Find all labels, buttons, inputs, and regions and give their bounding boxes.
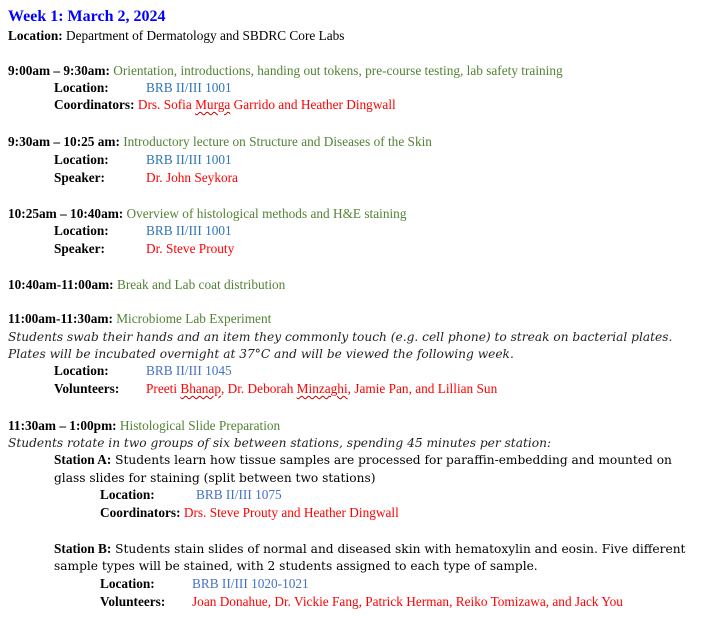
- session-slide-prep: [8, 418, 280, 434]
- session-activity: Orientation, introductions, handing out tokens, pre-course testing, lab safety training: [113, 63, 563, 78]
- session-volunteers: [54, 381, 497, 397]
- coordinators-value: [138, 97, 396, 112]
- location-label: Location:: [54, 363, 109, 378]
- session-time: 9:30am – 10:25 am:: [8, 134, 120, 149]
- station-a-label: Station A:: [54, 452, 112, 467]
- location-label: Location:: [54, 223, 109, 238]
- location-value: BRB II/III 1001: [146, 152, 232, 167]
- session-description: Plates will be incubated overnight at 37°C and will be viewed the following week.: [8, 347, 514, 361]
- misspelled-name: Bhanap: [180, 381, 221, 396]
- session-time: 11:00am-11:30am:: [8, 311, 113, 326]
- station-a-coordinators: [100, 505, 399, 521]
- speaker-value: Dr. John Seykora: [146, 170, 238, 185]
- location-label: Location:: [100, 487, 155, 502]
- session-break: [8, 277, 285, 293]
- station-b-location: [100, 576, 309, 592]
- volunteers-value: [146, 381, 497, 396]
- general-location: [8, 28, 344, 44]
- station-b-volunteers: [100, 594, 623, 610]
- session-activity: Overview of histological methods and H&E staining: [126, 206, 407, 221]
- session-intro-lecture: [8, 134, 432, 150]
- location-value: BRB II/III 1001: [146, 80, 232, 95]
- session-activity: Microbiome Lab Experiment: [116, 311, 272, 326]
- session-coordinators: [54, 97, 396, 113]
- session-description: Students rotate in two groups of six between stations, spending 45 minutes per station:: [8, 436, 552, 450]
- station-b-label: Station B:: [54, 541, 112, 556]
- name-part: Garrido and Heather Dingwall: [230, 97, 396, 112]
- session-histology-overview: [8, 206, 406, 222]
- session-activity: Histological Slide Preparation: [119, 418, 281, 433]
- location-value: BRB II/III 1045: [146, 363, 232, 378]
- session-location: [54, 152, 232, 168]
- misspelled-name: Minzaghi: [296, 381, 348, 396]
- session-time: 10:40am-11:00am:: [8, 277, 114, 292]
- station-text: Students stain slides of normal and diseased skin with hematoxylin and eosin. Five different: [111, 542, 686, 556]
- coordinators-label: Coordinators:: [54, 97, 135, 112]
- session-time: 9:00am – 9:30am:: [8, 63, 110, 78]
- session-location: [54, 363, 232, 379]
- name-part: Drs. Sofia: [137, 97, 196, 112]
- location-value: BRB II/III 1075: [196, 487, 282, 502]
- speaker-label: Speaker:: [54, 241, 105, 256]
- session-location: [54, 223, 232, 239]
- station-a-text: [54, 452, 672, 468]
- session-activity: Introductory lecture on Structure and Diseases of the Skin: [123, 134, 432, 149]
- station-b-text-cont: sample types will be stained, with 2 students assigned to each type of sample.: [54, 559, 538, 573]
- coordinators-label: Coordinators:: [100, 505, 181, 520]
- session-speaker: [54, 241, 234, 257]
- name-part: , Dr. Deborah: [220, 381, 297, 396]
- volunteers-label: Volunteers:: [100, 594, 166, 609]
- session-description: Students swab their hands and an item they commonly touch (e.g. cell phone) to streak on bacterial plates.: [8, 330, 673, 344]
- location-value: BRB II/III 1001: [146, 223, 232, 238]
- station-text: Students learn how tissue samples are processed for paraffin-embedding and mounted on: [111, 453, 672, 467]
- name-part: , Jamie Pan, and Lillian Sun: [347, 381, 498, 396]
- station-b-text: [54, 541, 685, 557]
- station-a-location: [100, 487, 282, 503]
- station-a-text-cont: glass slides for staining (split between two stations): [54, 471, 376, 485]
- location-label: Location:: [54, 80, 109, 95]
- volunteers-value: Joan Donahue, Dr. Vickie Fang, Patrick Herman, Reiko Tomizawa, and Jack You: [192, 594, 623, 609]
- session-speaker: [54, 170, 238, 186]
- session-microbiome: [8, 311, 271, 327]
- session-time: 11:30am – 1:00pm:: [8, 418, 117, 433]
- name-part: Preeti: [146, 381, 181, 396]
- speaker-label: Speaker:: [54, 170, 105, 185]
- location-value: BRB II/III 1020-1021: [192, 576, 309, 591]
- general-location-label: Location:: [8, 28, 63, 43]
- session-location: [54, 80, 232, 96]
- location-label: Location:: [54, 152, 109, 167]
- location-label: Location:: [100, 576, 155, 591]
- session-time: 10:25am – 10:40am:: [8, 206, 124, 221]
- misspelled-name: Murga: [195, 97, 231, 112]
- session-orientation: [8, 63, 563, 79]
- speaker-value: Dr. Steve Prouty: [146, 241, 235, 256]
- volunteers-label: Volunteers:: [54, 381, 120, 396]
- coordinators-value: Drs. Steve Prouty and Heather Dingwall: [183, 505, 399, 520]
- page-title: Week 1: March 2, 2024: [8, 8, 166, 25]
- session-activity: Break and Lab coat distribution: [116, 277, 286, 292]
- general-location-value: Department of Dermatology and SBDRC Core Labs: [66, 28, 345, 43]
